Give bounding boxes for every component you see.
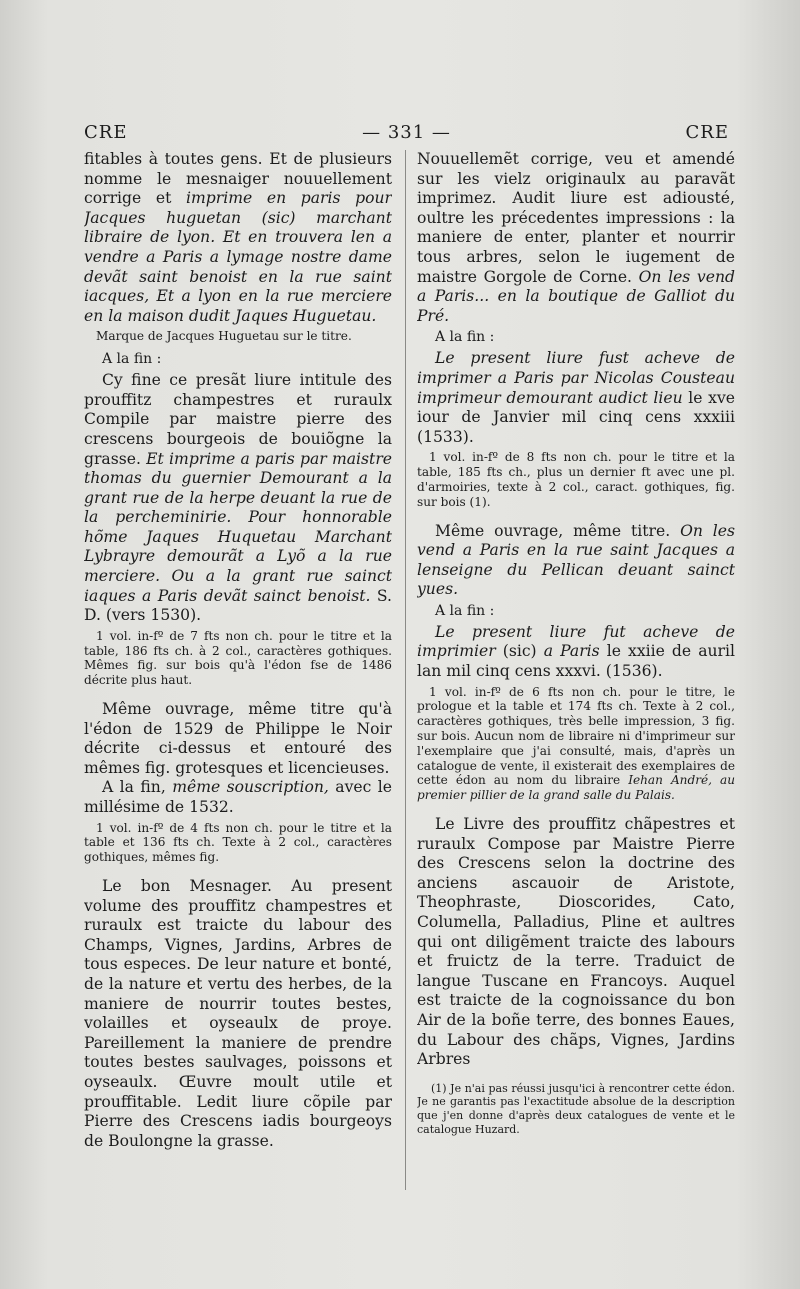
right-entry-1 xyxy=(417,150,735,326)
left-entry-3-afin xyxy=(84,778,392,817)
left-entry-2-date: S. D. (vers 1530). xyxy=(84,586,392,625)
left-column xyxy=(84,150,392,1202)
right-entry-2-italic: Le present liure fust acheve de imprimer a Paris par Nicolas Cousteau imprimeur demourant audict lieu xyxy=(417,349,735,407)
left-entry-4: Le bon Mesnager. Au present volume des prouffitz champestres et ruraulx est traicte du labour des Champs, Vignes, Jardins, Arbres de tous especes. De leur nature et bonté, de la nature et vertu des herbes, de la maniere de nourrir toutes bestes, volailles et oyseaulx de proye. Pareillement la maniere de prendre toutes bestes saulvages, poissons et oyseaulx. Œuvre moult utile et prouffitable. Ledit liure cõpile par Pierre des Crescens iadis bourgeoys de Boulongne la grasse. xyxy=(84,877,392,1150)
right-entry-4-desc-italic: Iehan André, au premier pillier de la grand salle du Palais. xyxy=(417,773,735,803)
right-entry-4-italic-c: a Paris xyxy=(543,642,600,661)
footnote: (1) Je n'ai pas réussi jusqu'ici à rencontrer cette édon. Je ne garantis pas l'exactitude absolue de la description que j'en donne d'après deux catalogues de vente et le catalogue Huzard. xyxy=(417,1081,735,1136)
right-entry-4-italic-a: Le present liure fut acheve de imprimier xyxy=(417,622,735,661)
left-entry-3-afin-italic: même souscription, xyxy=(172,778,329,797)
right-entry-1-italic: On les vend a Paris... en la boutique de Galliot du Pré. xyxy=(417,267,735,325)
left-entry-2-italic: Et imprime a paris par maistre thomas du guernier Demourant a la grant rue de la herpe deuant la rue de la percheminirie. Pour honnorable hõme Jaques Huquetau Marchant Lybrayre demourãt a Lyõ a la rue merciere. Ou a la grant rue sainct iaques a Paris devãt sainct benoist. xyxy=(84,449,392,605)
right-entry-4-description xyxy=(417,685,735,803)
right-column xyxy=(417,150,735,1202)
right-entry-3 xyxy=(417,522,735,600)
left-entry-1-italic: imprime en paris pour Jacques huguetan (sic) marchant libraire de lyon. Et en trouvera len a vendre a Paris a lymage nostre dame devãt saint benoist en la rue saint iacques, Et a lyon en la rue merciere en la maison dudit Jaques Huguetau. xyxy=(84,189,392,325)
page-number: — 331 — xyxy=(362,122,451,143)
right-entry-1-afin: A la fin : xyxy=(435,329,495,346)
left-entry-2-text: Cy fine ce presãt liure intitule des prouffitz champestres et ruraulx Compile par maistre pierre des crescens bourgeois de bouiõgne la grasse. xyxy=(84,371,392,468)
right-entry-2-date: le xve iour de Janvier mil cinq cens xxxiii (1533). xyxy=(417,388,735,446)
left-entry-1-afin: A la fin : xyxy=(102,351,162,368)
right-entry-2 xyxy=(417,349,735,447)
right-entry-4 xyxy=(417,623,735,682)
left-entry-1 xyxy=(84,150,392,326)
column-divider xyxy=(405,150,406,1190)
right-entry-3-afin: A la fin : xyxy=(435,602,495,619)
left-entry-2 xyxy=(84,371,392,626)
right-entry-3-italic: On les vend a Paris en la rue saint Jacques a lenseigne du Pellican deuant sainct yues. xyxy=(417,521,735,599)
left-entry-3-description: 1 vol. in-fº de 4 fts non ch. pour le titre et la table et 136 fts ch. Texte à 2 col., caractères gothiques, mêmes fig. xyxy=(84,820,392,865)
left-entry-1-note: Marque de Jacques Huguetau sur le titre. xyxy=(96,329,352,344)
left-entry-3: Même ouvrage, même titre qu'à l'édon de 1529 de Philippe le Noir décrite ci-dessus et entouré des mêmes fig. grotesques et licencieuses. xyxy=(84,700,392,777)
header-right: CRE xyxy=(685,122,729,143)
right-entry-5: Le Livre des prouffitz chãpestres et ruraulx Compose par Maistre Pierre des Crescens selon la doctrine des anciens ascauoir de Aristote, Theophraste, Dioscorides, Cato, Columella, Palladius, Pline et aultres qui ont diligẽment traicte des labours et fruictz de la terre. Traduict de langue Tuscane en Francoys. Auquel est traicte de la cognoissance du bon Air de la boñe terre, des bonnes Eaues, du Labour des chãps, Vignes, Jardins Arbres xyxy=(417,815,735,1069)
right-entry-4-desc-text: 1 vol. in-fº de 6 fts non ch. pour le titre, le prologue et la table et 174 fts ch. Texte à 2 col., caractères gothiques, très belle impression, 3 fig. sur bois. Aucun nom de libraire ni d'imprimeur sur l'exemplaire que j'ai consulté, mais, d'après un catalogue de vente, il existerait des exemplaires de cette édon au nom du libraire xyxy=(417,684,735,788)
header-left: CRE xyxy=(84,122,128,143)
running-header xyxy=(84,122,729,150)
right-entry-4-sic: (sic) xyxy=(495,642,544,661)
right-entry-3-text: Même ouvrage, même titre. xyxy=(435,521,681,540)
left-entry-1-text: fitables à toutes gens. Et de plusieurs nomme le mesnaiger nouuellement corrige et xyxy=(84,150,392,208)
right-entry-4-date: le xxiie de auril lan mil cinq cens xxxvi. (1536). xyxy=(417,642,735,681)
right-entry-2-description: 1 vol. in-fº de 8 fts non ch. pour le titre et la table, 185 fts ch., plus un dernier ft avec une pl. d'armoiries, texte à 2 col., caract. gothiques, fig. sur bois (1). xyxy=(417,450,735,509)
left-entry-2-description: 1 vol. in-fº de 7 fts non ch. pour le titre et la table, 186 fts ch. à 2 col., caractères gothiques. Mêmes fig. sur bois qu'à l'édon fse de 1486 décrite plus haut. xyxy=(84,628,392,688)
left-entry-3-afin-a: A la fin, xyxy=(102,778,173,797)
right-entry-1-text: Nouuellemẽt corrige, veu et amendé sur les vielz originaulx au paravãt imprimez. Audit liure est adiousté, oultre les précedentes impressions : la maniere de enter, planter et nourrir tous arbres, selon le iugement de maistre Gorgole de Corne. xyxy=(417,150,735,286)
left-entry-3-afin-c: avec le millésime de 1532. xyxy=(84,778,392,817)
